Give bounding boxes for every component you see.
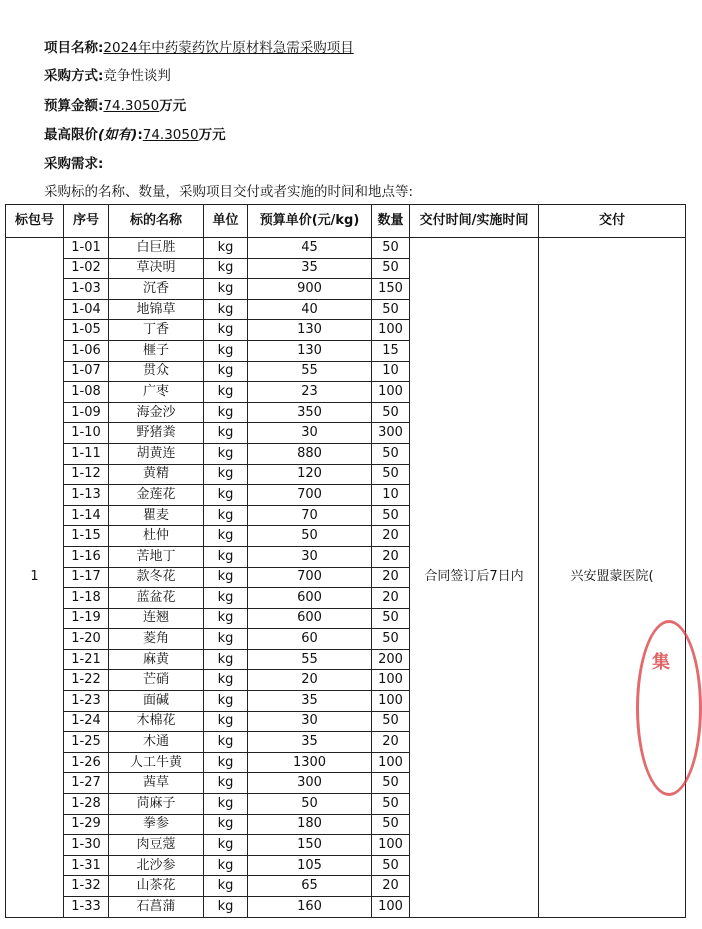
price-cell: 30	[248, 546, 372, 567]
unit-cell: kg	[204, 835, 248, 856]
budget-label: 预算金额	[44, 98, 98, 114]
qty-cell: 20	[372, 567, 410, 588]
seq-cell: 1-17	[64, 567, 109, 588]
price-cell: 30	[248, 423, 372, 444]
budget-line: 预算金额:74.3050万元	[44, 98, 187, 114]
qty-cell: 20	[372, 732, 410, 753]
name-cell: 蓝盆花	[109, 588, 204, 609]
red-seal	[636, 620, 702, 796]
table-header-row	[6, 205, 686, 238]
name-cell: 海金沙	[109, 402, 204, 423]
name-cell: 苦地丁	[109, 546, 204, 567]
procurement-method-line: 采购方式:竞争性谈判	[44, 68, 171, 84]
seq-cell: 1-21	[64, 649, 109, 670]
unit-cell: kg	[204, 711, 248, 732]
seq-cell: 1-30	[64, 835, 109, 856]
seq-cell: 1-23	[64, 691, 109, 712]
qty-cell: 20	[372, 588, 410, 609]
header-price: 预算单价(元/kg)	[248, 205, 372, 238]
seq-cell: 1-08	[64, 382, 109, 403]
seq-cell: 1-11	[64, 443, 109, 464]
name-cell: 杜仲	[109, 526, 204, 547]
unit-cell: kg	[204, 567, 248, 588]
name-cell: 苘麻子	[109, 794, 204, 815]
max-price-note: (如有)	[98, 127, 138, 143]
unit-cell: kg	[204, 588, 248, 609]
price-cell: 65	[248, 876, 372, 897]
unit-cell: kg	[204, 382, 248, 403]
price-cell: 180	[248, 814, 372, 835]
seq-cell: 1-26	[64, 752, 109, 773]
name-cell: 广枣	[109, 382, 204, 403]
unit-cell: kg	[204, 608, 248, 629]
name-cell: 麻黄	[109, 649, 204, 670]
name-cell: 榧子	[109, 340, 204, 361]
qty-cell: 50	[372, 711, 410, 732]
unit-cell: kg	[204, 732, 248, 753]
price-cell: 60	[248, 629, 372, 650]
name-cell: 木棉花	[109, 711, 204, 732]
name-cell: 拳参	[109, 814, 204, 835]
price-cell: 150	[248, 835, 372, 856]
unit-cell: kg	[204, 546, 248, 567]
seq-cell: 1-28	[64, 794, 109, 815]
price-cell: 300	[248, 773, 372, 794]
price-cell: 1300	[248, 752, 372, 773]
project-name-value: 2024年中药蒙药饮片原材料急需采购项目	[103, 40, 354, 56]
table-body	[6, 238, 686, 918]
max-price-line: 最高限价(如有):74.3050万元	[44, 127, 226, 143]
seq-cell: 1-24	[64, 711, 109, 732]
qty-cell: 20	[372, 546, 410, 567]
qty-cell: 100	[372, 835, 410, 856]
package-cell: 1	[6, 238, 64, 918]
price-cell: 30	[248, 711, 372, 732]
project-name-line: 项目名称:2024年中药蒙药饮片原材料急需采购项目	[44, 40, 354, 56]
name-cell: 面碱	[109, 691, 204, 712]
requirements-intro: 采购标的名称、数量，采购项目交付或者实施的时间和地点等:	[44, 184, 414, 200]
seq-cell: 1-07	[64, 361, 109, 382]
price-cell: 350	[248, 402, 372, 423]
budget-value: 74.3050	[103, 98, 160, 114]
price-cell: 130	[248, 340, 372, 361]
seq-cell: 1-18	[64, 588, 109, 609]
unit-cell: kg	[204, 443, 248, 464]
seq-cell: 1-12	[64, 464, 109, 485]
seq-cell: 1-16	[64, 546, 109, 567]
name-cell: 草决明	[109, 258, 204, 279]
qty-cell: 50	[372, 299, 410, 320]
seq-cell: 1-13	[64, 485, 109, 506]
qty-cell: 15	[372, 340, 410, 361]
header-unit: 单位	[204, 205, 248, 238]
qty-cell: 50	[372, 773, 410, 794]
name-cell: 款冬花	[109, 567, 204, 588]
seq-cell: 1-09	[64, 402, 109, 423]
unit-cell: kg	[204, 876, 248, 897]
seq-cell: 1-32	[64, 876, 109, 897]
price-cell: 700	[248, 567, 372, 588]
qty-cell: 100	[372, 752, 410, 773]
seq-cell: 1-15	[64, 526, 109, 547]
unit-cell: kg	[204, 649, 248, 670]
name-cell: 黄精	[109, 464, 204, 485]
name-cell: 地锦草	[109, 299, 204, 320]
qty-cell: 20	[372, 526, 410, 547]
qty-cell: 50	[372, 629, 410, 650]
price-cell: 23	[248, 382, 372, 403]
price-cell: 50	[248, 794, 372, 815]
unit-cell: kg	[204, 238, 248, 259]
seq-cell: 1-10	[64, 423, 109, 444]
price-cell: 40	[248, 299, 372, 320]
name-cell: 胡黄连	[109, 443, 204, 464]
delivery-time-cell: 合同签订后7日内	[410, 238, 539, 918]
unit-cell: kg	[204, 752, 248, 773]
name-cell: 沉香	[109, 279, 204, 300]
seq-cell: 1-05	[64, 320, 109, 341]
name-cell: 野猪粪	[109, 423, 204, 444]
qty-cell: 50	[372, 608, 410, 629]
qty-cell: 100	[372, 320, 410, 341]
project-name-label: 项目名称	[44, 40, 98, 56]
delivery-place-cell: 兴安盟蒙医院(	[539, 238, 686, 918]
price-cell: 35	[248, 258, 372, 279]
seq-cell: 1-25	[64, 732, 109, 753]
max-price-label: 最高限价	[44, 127, 98, 143]
price-cell: 20	[248, 670, 372, 691]
qty-cell: 100	[372, 691, 410, 712]
seal-text: 集	[652, 652, 670, 673]
unit-cell: kg	[204, 670, 248, 691]
price-cell: 900	[248, 279, 372, 300]
unit-cell: kg	[204, 773, 248, 794]
unit-cell: kg	[204, 423, 248, 444]
seq-cell: 1-02	[64, 258, 109, 279]
table-row	[6, 238, 686, 259]
price-cell: 880	[248, 443, 372, 464]
unit-cell: kg	[204, 299, 248, 320]
unit-cell: kg	[204, 340, 248, 361]
qty-cell: 50	[372, 402, 410, 423]
seq-cell: 1-27	[64, 773, 109, 794]
seq-cell: 1-20	[64, 629, 109, 650]
unit-cell: kg	[204, 279, 248, 300]
seq-cell: 1-31	[64, 855, 109, 876]
seq-cell: 1-06	[64, 340, 109, 361]
name-cell: 山茶花	[109, 876, 204, 897]
name-cell: 金莲花	[109, 485, 204, 506]
header-name: 标的名称	[109, 205, 204, 238]
price-cell: 130	[248, 320, 372, 341]
price-cell: 700	[248, 485, 372, 506]
name-cell: 石菖蒲	[109, 897, 204, 918]
max-price-unit: 万元	[198, 127, 226, 143]
unit-cell: kg	[204, 505, 248, 526]
requirements-line	[44, 152, 103, 172]
header-package: 标包号	[6, 205, 64, 238]
name-cell: 肉豆蔻	[109, 835, 204, 856]
name-cell: 菱角	[109, 629, 204, 650]
price-cell: 105	[248, 855, 372, 876]
unit-cell: kg	[204, 320, 248, 341]
price-cell: 35	[248, 732, 372, 753]
seq-cell: 1-14	[64, 505, 109, 526]
qty-cell: 50	[372, 238, 410, 259]
seq-cell: 1-03	[64, 279, 109, 300]
qty-cell: 50	[372, 814, 410, 835]
name-cell: 芒硝	[109, 670, 204, 691]
name-cell: 北沙参	[109, 855, 204, 876]
unit-cell: kg	[204, 855, 248, 876]
header-qty: 数量	[372, 205, 410, 238]
qty-cell: 50	[372, 505, 410, 526]
qty-cell: 200	[372, 649, 410, 670]
price-cell: 160	[248, 897, 372, 918]
seq-cell: 1-33	[64, 897, 109, 918]
requirements-label: 采购需求:	[44, 156, 104, 172]
qty-cell: 300	[372, 423, 410, 444]
name-cell: 茜草	[109, 773, 204, 794]
price-cell: 120	[248, 464, 372, 485]
method-label: 采购方式	[44, 68, 98, 84]
name-cell: 人工牛黄	[109, 752, 204, 773]
qty-cell: 50	[372, 464, 410, 485]
seq-cell: 1-04	[64, 299, 109, 320]
qty-cell: 100	[372, 897, 410, 918]
max-price-value: 74.3050	[142, 127, 199, 143]
unit-cell: kg	[204, 897, 248, 918]
seq-cell: 1-01	[64, 238, 109, 259]
unit-cell: kg	[204, 526, 248, 547]
qty-cell: 10	[372, 361, 410, 382]
name-cell: 贯众	[109, 361, 204, 382]
unit-cell: kg	[204, 361, 248, 382]
qty-cell: 150	[372, 279, 410, 300]
name-cell: 连翘	[109, 608, 204, 629]
name-cell: 丁香	[109, 320, 204, 341]
procurement-table	[5, 204, 686, 918]
qty-cell: 50	[372, 443, 410, 464]
price-cell: 50	[248, 526, 372, 547]
qty-cell: 10	[372, 485, 410, 506]
unit-cell: kg	[204, 794, 248, 815]
price-cell: 70	[248, 505, 372, 526]
unit-cell: kg	[204, 629, 248, 650]
name-cell: 白巨胜	[109, 238, 204, 259]
qty-cell: 50	[372, 855, 410, 876]
price-cell: 600	[248, 588, 372, 609]
price-cell: 55	[248, 649, 372, 670]
method-value: 竞争性谈判	[103, 68, 171, 84]
unit-cell: kg	[204, 402, 248, 423]
seq-cell: 1-19	[64, 608, 109, 629]
qty-cell: 50	[372, 258, 410, 279]
unit-cell: kg	[204, 258, 248, 279]
unit-cell: kg	[204, 464, 248, 485]
price-cell: 35	[248, 691, 372, 712]
qty-cell: 100	[372, 382, 410, 403]
budget-unit: 万元	[159, 98, 187, 114]
price-cell: 45	[248, 238, 372, 259]
seq-cell: 1-22	[64, 670, 109, 691]
header-time: 交付时间/实施时间	[410, 205, 539, 238]
name-cell: 瞿麦	[109, 505, 204, 526]
name-cell: 木通	[109, 732, 204, 753]
header-seq: 序号	[64, 205, 109, 238]
qty-cell: 20	[372, 876, 410, 897]
header-place: 交付	[539, 205, 686, 238]
qty-cell: 100	[372, 670, 410, 691]
price-cell: 600	[248, 608, 372, 629]
seq-cell: 1-29	[64, 814, 109, 835]
price-cell: 55	[248, 361, 372, 382]
qty-cell: 50	[372, 794, 410, 815]
unit-cell: kg	[204, 485, 248, 506]
unit-cell: kg	[204, 814, 248, 835]
unit-cell: kg	[204, 691, 248, 712]
